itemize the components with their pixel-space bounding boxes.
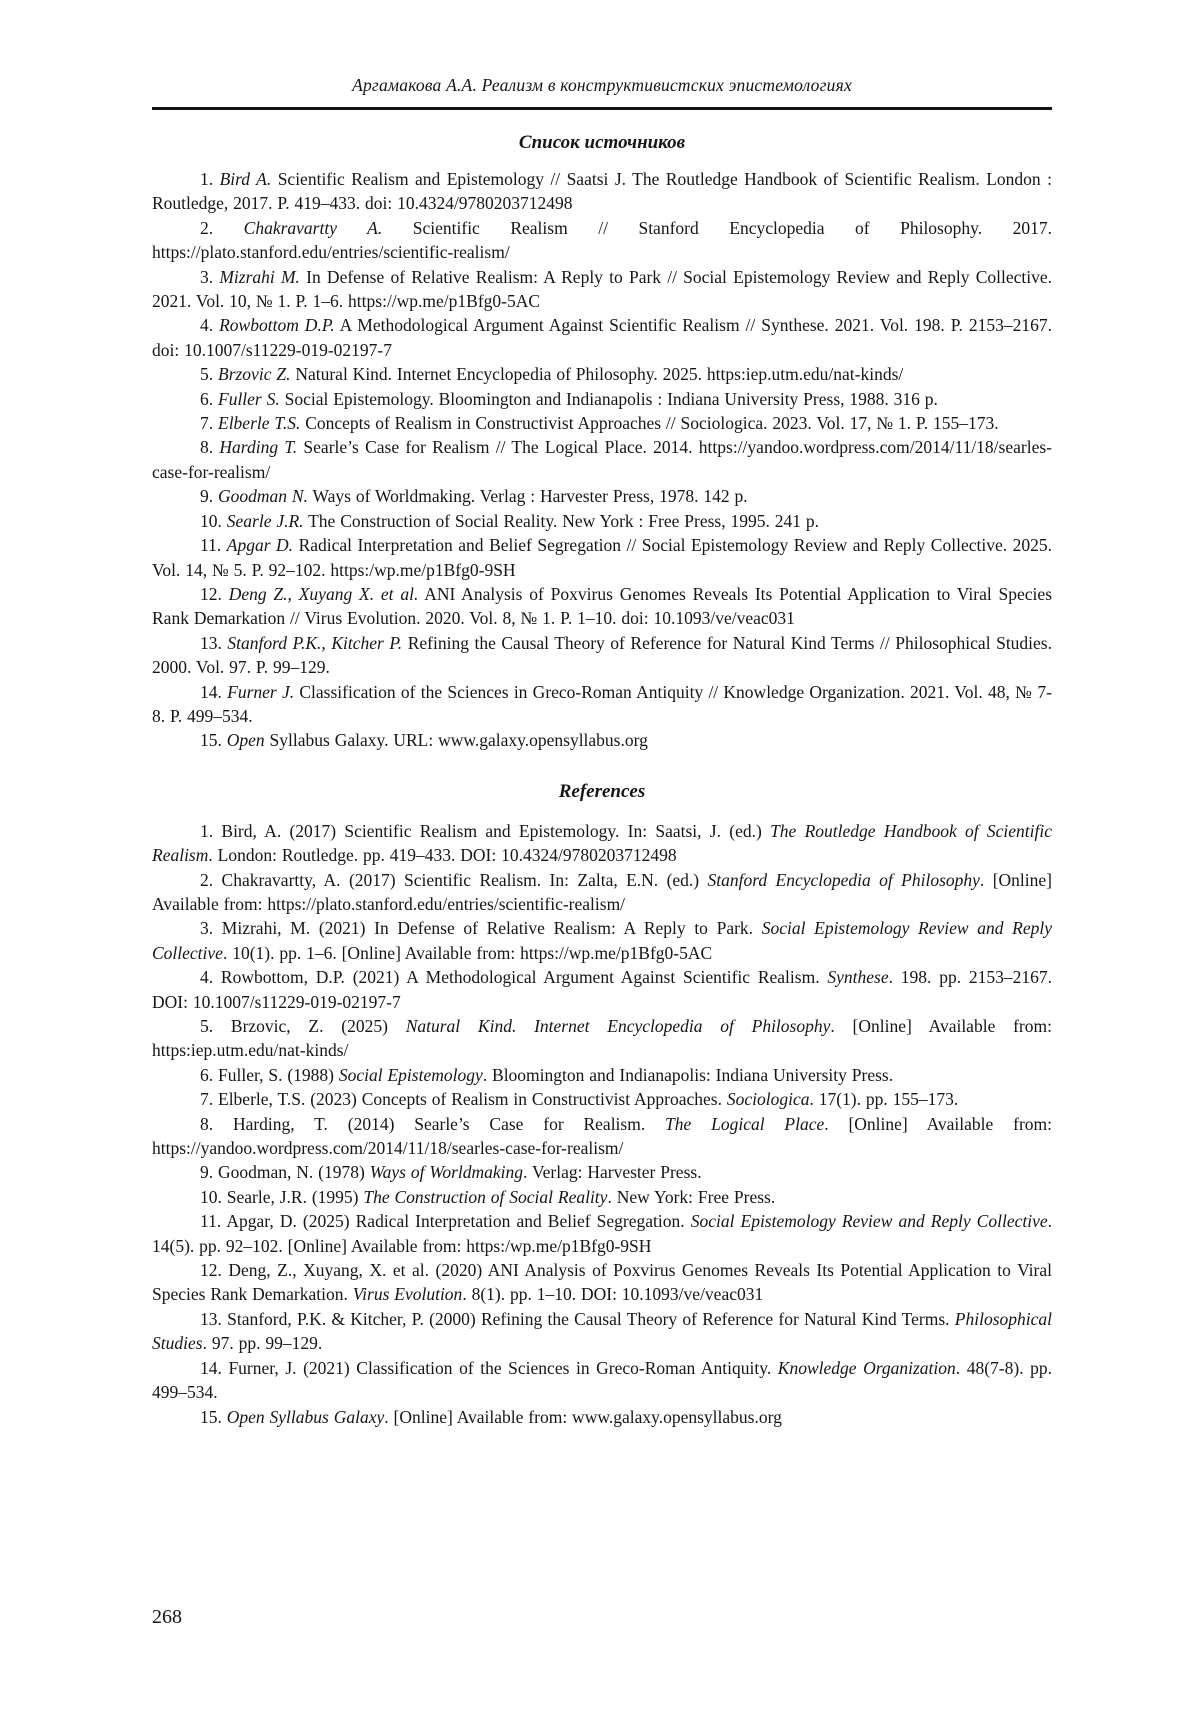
reference-text-segment: 10.	[200, 510, 227, 531]
reference-item	[152, 313, 1052, 362]
reference-italic-segment: The Construction of Social Reality	[363, 1186, 608, 1207]
references-heading: References	[558, 780, 646, 802]
reference-text-segment: 8. Harding, T. (2014) Searle’s Case for Realism.	[200, 1113, 666, 1134]
reference-item	[152, 1258, 1052, 1307]
reference-text-segment: 1.	[200, 169, 220, 189]
reference-text-segment: Concepts of Realism in Constructivist Approaches // Sociologica. 2023. Vol. 17, № 1. P. 155–173.	[300, 413, 999, 434]
reference-text-segment: . [Online] Available from: https://plato.stanford.edu/entries/scientific-realism/	[152, 869, 1052, 914]
reference-text-segment: In Defense of Relative Realism: A Reply to Park // Social Epistemology Review and Reply Collective. 2021. Vol. 10, № 1. P. 1–6. https://wp.me/p1Bfg0-5AC	[152, 266, 1053, 312]
reference-item	[152, 1307, 1052, 1356]
reference-text-segment: 7.	[200, 413, 218, 434]
reference-item	[152, 916, 1052, 965]
reference-item	[152, 1405, 1052, 1429]
reference-text-segment: 2. Chakravartty, A. (2017) Scientific Realism. In: Zalta, E.N. (ed.)	[200, 869, 708, 890]
reference-italic-segment: Open	[226, 730, 265, 751]
reference-text-segment: . 17(1). pp. 155–173.	[809, 1089, 959, 1110]
reference-text-segment: . 198. pp. 2153–2167. DOI: 10.1007/s11229-019-02197-7	[152, 967, 1052, 1012]
reference-item	[152, 1209, 1052, 1258]
reference-item	[152, 631, 1052, 680]
reference-text-segment: Natural Kind. Internet Encyclopedia of Philosophy. 2025. https:iep.utm.edu/nat-kinds/	[290, 364, 904, 385]
reference-text-segment: 12. Deng, Z., Xuyang, X. et al. (2020) ANI Analysis of Poxvirus Genomes Reveals Its Potential Application to Viral Species Rank Demarkation.	[152, 1260, 1052, 1305]
reference-italic-segment: Chakravartty A.	[243, 217, 383, 238]
reference-item	[152, 1087, 1052, 1111]
reference-text-segment: . 97. pp. 99–129.	[202, 1333, 323, 1354]
reference-text-segment: 3.	[200, 266, 220, 287]
reference-italic-segment: Harding T.	[219, 437, 298, 458]
reference-item	[152, 819, 1052, 868]
reference-text-segment: 6. Fuller, S. (1988)	[200, 1064, 339, 1085]
reference-item	[152, 167, 1052, 216]
reference-text-segment: 11.	[200, 535, 227, 556]
reference-italic-segment: Brzovic Z.	[218, 364, 291, 385]
reference-italic-segment: Elberle T.S.	[218, 413, 301, 434]
reference-italic-segment: Fuller S.	[218, 388, 280, 409]
reference-text-segment: ANI Analysis of Poxvirus Genomes Reveals Its Potential Application to Viral Species Rank Demarkation // Virus Evolution. 2020. Vol. 8, № 1. P. 1–10. doi: 10.1093/ve/veac031	[152, 583, 1052, 629]
reference-item	[152, 509, 1052, 533]
reference-italic-segment: Stanford Encyclopedia of Philosophy	[707, 869, 980, 890]
reference-italic-segment: Synthese	[827, 967, 889, 988]
reference-text-segment: 15.	[200, 730, 227, 751]
reference-item	[152, 362, 1052, 386]
reference-italic-segment: Natural Kind. Internet Encyclopedia of Philosophy	[405, 1016, 831, 1036]
reference-italic-segment: Searle J.R.	[226, 510, 304, 531]
reference-item	[152, 1014, 1052, 1063]
reference-item	[152, 582, 1052, 631]
reference-text-segment: Searle’s Case for Realism // The Logical Place. 2014. https://yandoo.wordpress.com/2014/11/18/searles-case-for-realism/	[152, 437, 1052, 482]
reference-text-segment: . 14(5). pp. 92–102. [Online] Available from: https:/wp.me/p1Bfg0-9SH	[152, 1211, 1052, 1256]
reference-item	[152, 484, 1052, 508]
reference-text-segment: 13. Stanford, P.K. & Kitcher, P. (2000) Refining the Causal Theory of Reference for Natural Kind Terms.	[200, 1308, 955, 1329]
reference-text-segment: . [Online] Available from: https://yandoo.wordpress.com/2014/11/18/searles-case-for-realism/	[152, 1113, 1053, 1159]
reference-item	[152, 1356, 1052, 1405]
reference-item	[152, 216, 1052, 265]
reference-italic-segment: Open Syllabus Galaxy	[226, 1406, 385, 1427]
reference-text-segment: 12.	[200, 583, 229, 604]
reference-text-segment: 9. Goodman, N. (1978)	[200, 1162, 370, 1183]
reference-text-segment: . [Online] Available from: https:iep.utm.edu/nat-kinds/	[152, 1016, 1052, 1061]
reference-item	[152, 1112, 1052, 1161]
reference-text-segment: 4.	[200, 315, 220, 336]
reference-text-segment: Refining the Causal Theory of Reference for Natural Kind Terms // Philosophical Studies. 2000. Vol. 97. P. 99–129.	[152, 632, 1052, 678]
reference-text-segment: 9.	[200, 486, 218, 507]
reference-italic-segment: Social Epistemology Review and Reply Collective	[152, 918, 1052, 963]
reference-italic-segment: Mizrahi M.	[219, 266, 300, 287]
reference-item	[152, 387, 1052, 411]
reference-text-segment: . [Online] Available from: www.galaxy.opensyllabus.org	[384, 1406, 782, 1427]
reference-item	[152, 728, 1052, 752]
reference-text-segment: 1. Bird, A. (2017) Scientific Realism and Epistemology. In: Saatsi, J. (ed.)	[200, 820, 771, 841]
reference-item	[152, 1063, 1052, 1087]
reference-text-segment: 2.	[200, 217, 244, 238]
reference-item	[152, 680, 1052, 729]
reference-text-segment: 10. Searle, J.R. (1995)	[200, 1186, 364, 1207]
reference-italic-segment: Deng Z., Xuyang X. et al.	[228, 583, 419, 604]
reference-text-segment: 6.	[200, 388, 218, 409]
reference-item	[152, 1160, 1052, 1184]
reference-text-segment: 13.	[200, 632, 228, 653]
reference-italic-segment: Goodman N.	[218, 486, 308, 507]
reference-text-segment: 11. Apgar, D. (2025) Radical Interpretation and Belief Segregation.	[200, 1211, 691, 1232]
reference-italic-segment: Philosophical Studies	[152, 1308, 1052, 1354]
reference-text-segment: 14.	[200, 681, 228, 702]
reference-text-segment: . 48(7-8). pp. 499–534.	[152, 1357, 1053, 1403]
running-header: Аргамакова А.А. Реализм в конструктивистских эпистемологиях	[352, 75, 852, 95]
reference-text-segment: . 8(1). pp. 1–10. DOI: 10.1093/ve/veac031	[462, 1284, 764, 1305]
reference-text-segment: 14. Furner, J. (2021) Classification of the Sciences in Greco-Roman Antiquity.	[200, 1357, 778, 1378]
reference-text-segment: A Methodological Argument Against Scientific Realism // Synthese. 2021. Vol. 198. P. 2153–2167. doi: 10.1007/s11229-019-02197-7	[152, 315, 1053, 360]
page-number: 268	[152, 1606, 182, 1628]
reference-italic-segment: Social Epistemology Review and Reply Collective	[690, 1211, 1048, 1232]
reference-text-segment: 7. Elberle, T.S. (2023) Concepts of Realism in Constructivist Approaches.	[200, 1089, 727, 1110]
reference-item	[152, 411, 1052, 435]
reference-italic-segment: The Routledge Handbook of Scientific Realism	[152, 820, 1052, 866]
reference-italic-segment: Virus Evolution	[352, 1284, 463, 1305]
reference-italic-segment: Social Epistemology	[338, 1064, 483, 1085]
reference-text-segment: 5. Brzovic, Z. (2025)	[200, 1016, 406, 1036]
reference-item	[152, 265, 1052, 314]
reference-text-segment: 4. Rowbottom, D.P. (2021) A Methodological Argument Against Scientific Realism.	[200, 967, 828, 988]
reference-item	[152, 868, 1052, 917]
reference-italic-segment: Furner J.	[227, 681, 295, 702]
reference-text-segment: . Bloomington and Indianapolis: Indiana University Press.	[482, 1064, 894, 1085]
reference-italic-segment: Stanford P.K., Kitcher P.	[227, 632, 403, 653]
reference-text-segment: Classification of the Sciences in Greco-Roman Antiquity // Knowledge Organization. 2021. Vol. 48, № 7-8. P. 499–534.	[152, 681, 1052, 726]
reference-text-segment: 8.	[200, 437, 220, 458]
reference-italic-segment: Apgar D.	[226, 535, 294, 556]
sources-heading: Список источников	[518, 132, 686, 153]
reference-text-segment: Social Epistemology. Bloomington and Indianapolis : Indiana University Press, 1988. 316 p.	[279, 388, 938, 409]
reference-text-segment: The Construction of Social Reality. New York : Free Press, 1995. 241 p.	[303, 510, 819, 531]
reference-item	[152, 1185, 1052, 1209]
reference-text-segment: Scientific Realism and Epistemology // Saatsi J. The Routledge Handbook of Scientific Realism. London : Routledge, 2017. P. 419–433. doi: 10.4324/9780203712498	[152, 169, 1052, 214]
reference-text-segment: Scientific Realism // Stanford Encyclopedia of Philosophy. 2017. https://plato.stanford.edu/entries/scientific-realism/	[152, 217, 1052, 263]
reference-item	[152, 533, 1052, 582]
reference-text-segment: Syllabus Galaxy. URL: www.galaxy.opensyllabus.org	[264, 730, 648, 751]
reference-italic-segment: Sociologica	[726, 1089, 810, 1110]
reference-text-segment: 3. Mizrahi, M. (2021) In Defense of Relative Realism: A Reply to Park.	[200, 918, 762, 939]
reference-text-segment: 15.	[200, 1406, 227, 1427]
reference-italic-segment: Knowledge Organization	[777, 1357, 956, 1378]
reference-text-segment: . 10(1). pp. 1–6. [Online] Available from: https://wp.me/p1Bfg0-5AC	[222, 942, 713, 963]
reference-text-segment: Ways of Worldmaking. Verlag : Harvester Press, 1978. 142 p.	[307, 486, 748, 507]
reference-text-segment: . New York: Free Press.	[607, 1186, 776, 1207]
sources-list	[152, 167, 1052, 753]
reference-italic-segment: Ways of Worldmaking	[369, 1162, 524, 1183]
reference-text-segment: . Verlag: Harvester Press.	[523, 1162, 702, 1183]
reference-item	[152, 435, 1052, 484]
reference-item	[152, 965, 1052, 1014]
header-rule	[152, 107, 1052, 110]
references-list	[152, 819, 1052, 1429]
reference-text-segment: Radical Interpretation and Belief Segregation // Social Epistemology Review and Reply Collective. 2025. Vol. 14, № 5. P. 92–102. https:/wp.me/p1Bfg0-9SH	[152, 535, 1052, 580]
reference-italic-segment: Bird A.	[219, 169, 272, 189]
reference-italic-segment: The Logical Place	[665, 1113, 825, 1134]
reference-text-segment: . London: Routledge. pp. 419–433. DOI: 10.4324/9780203712498	[208, 845, 677, 866]
reference-italic-segment: Rowbottom D.P.	[219, 315, 335, 336]
reference-text-segment: 5.	[200, 364, 218, 385]
